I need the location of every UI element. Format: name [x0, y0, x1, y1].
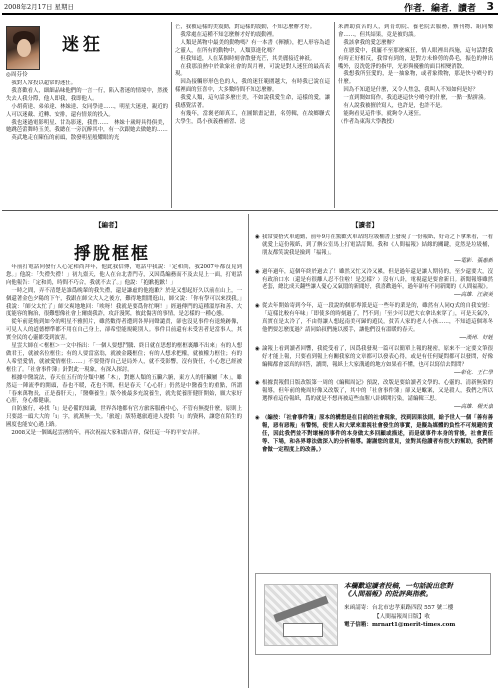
paragraph: 2008又是一個風起雲湧的年，再次祝福大家和諧吉祥，保任這一年的平安吉祥。 [11, 430, 204, 437]
letter-text: 我常要搭火車通勤，前年9月在驚歡火車站的垃圾桶書上發現了一份報紙，好奇之下拿來看，一看就愛上這份報紙，到了辦公室馬上打電話訂閱。我和《人間福報》結緣的關鍵，竟然是垃圾桶，朋友都笑說我是撿到「福報」。 [262, 234, 493, 256]
paper-icon [283, 623, 323, 637]
author-face [17, 39, 31, 57]
contact-address: 來函請寄：台北市忠孝東路四段 557 號二樓 [344, 605, 454, 612]
reader-letter [255, 269, 493, 301]
paragraph: 人類是萬物中最美的動物嗎？有一本書《揮擴》，把人形容為道之靈人，在所有的動物中，人類算進化嗎？ [175, 39, 330, 54]
paragraph: 我喜歡看人，細細品味他們的一言一行，陷入著迷的情境中，然後失去人我分際，他人即我，我即他人。 [6, 87, 168, 102]
paragraph: 因為接觸形形色色的人，我的迷狂範圍越大，有時我已說在這樣裡面的狂喜中，大多數時間不知怎麼辦。 [175, 79, 330, 94]
contact-line2: 《人間福報》的批評與指教。 [344, 590, 433, 599]
reader-letter [255, 303, 493, 343]
divider [171, 22, 172, 208]
paragraph: 從年前延燒到如今的明星不雅照片，雖然數得者遭到各界同聲譴責，卻也沒見事件有退燒跡像，可見人人的道德標準都不用在自己身上，卻希望能規範別人。事件目前還有未受害者是當事人，其實全民的心靈都受到波害。 [6, 319, 242, 342]
author-photo [6, 26, 40, 70]
editor-tag: 【編者】 [95, 221, 121, 229]
paragraph: 有人說我被擅於寫人，也許是，也許不是。 [343, 103, 446, 110]
paragraph: 在我那浪熱中於欲象社會的異月裡，可說是對人迷狂的最高表現。 [175, 63, 330, 78]
bullet-icon: ◉ [255, 234, 260, 240]
bullet-icon: ◉ [255, 345, 260, 352]
letter-signature: ──漢州．好蛙 [459, 334, 493, 341]
paragraph: 能夠看見這件事，就夠令人迷狂。 [343, 110, 425, 117]
article2-title: 掙脫框框 [74, 244, 150, 264]
paragraph: （作者為東海大學教授） [338, 118, 398, 125]
letter-text: 從去年開始寄到今年，這一段說的個那專派是這一些年的業是的，雖然有人同Q式的自我安慰：「這樣比較有年味」「即使多的時刻過了，鬥不到」「至少可以把大衣拿出來穿了」，可是天氣冷，真實在是太冷了，不由得讓人想起南美可歸的遊民，貧苦人家的老人小孩……，不知道這個寒冬他們要怎麼度過？請同給叔們施以援手，讓他們沒有溫暖的春天。 [262, 303, 493, 333]
paragraph: 我也迷過電影明星、甘為影迷，我曾…… 林妹十歲時具得俱美，她跳芭蕾舞時玉美，我總在一旁沉醉其中，有一次跟她去做她的…… [6, 119, 168, 134]
reader-letter [255, 346, 493, 378]
bullet-icon: ◉ [255, 415, 260, 422]
letter-text: 論報上看到讀者回響，我從受看了，因爲我發現一篇可以簡單上報的秘密，原來不一定要文筆很好才能上報，只要看到報上有關我家的文章都可以發表心得，或是有任何疑問都可以發問，好像編輯都會認真的回答，讀問，報紙上大家溝通的地方如果看不懂，也可以寫信去問問？ [262, 345, 493, 368]
header-rule [2, 13, 498, 15]
contact-box [255, 573, 491, 655]
contact-dept: 【人間福報周日版】收 [374, 613, 430, 620]
letter-text: 根據貴報假日版改版第一周的《編輯周記》預說，改版是要給讀者文學的、心靈的、清新無染的報導，但年前的俺周好像又改版了，其中的「社會事件簿」卻又是蠍案，又是殺人，我們之所以選擇看這份報紙，爲的就是不想再被這些血腥八卦綁開污染，請編輯三思。 [262, 380, 493, 403]
reader-letter [255, 380, 493, 412]
paragraph: 英武地走在陳伍的前頭，散發明星般耀眼的光 [11, 135, 120, 142]
paragraph: 有幾年，當褒老師真工，在圖館畫記畫，名剪輯，在故鄉聯式大學生，爲小孩義務補習、送 [175, 110, 330, 125]
divider [248, 214, 249, 688]
letter-signature: ──高雄．汪淑美 [454, 292, 493, 299]
readers-tag: 【讀者】 [352, 221, 378, 229]
article1-author: ◎周芬伶 [6, 72, 28, 78]
bullet-icon: ◉ [255, 303, 260, 310]
pen-icon [273, 596, 328, 623]
letter-signature: ──電影．張惠新 [454, 257, 493, 264]
article1-title: 迷狂 [62, 35, 104, 55]
readers-letters [255, 234, 493, 568]
page-number: 3 [486, 0, 494, 13]
reader-letter [255, 415, 493, 455]
issue-date: 2008年2月17日 星期日 [4, 3, 75, 11]
letter-signature: ──高雄．楊天嘉 [454, 404, 493, 411]
article1-col-mid [175, 24, 330, 206]
contact-email[interactable]: 電子信箱：mrnart1@merit-times.com [344, 621, 456, 628]
paragraph: 我對人常投以超常的迷狂。 [11, 80, 77, 86]
divider [334, 22, 335, 208]
paragraph: 我愛人類，這句話多麼庄美，不如說我愛生命，這樣的愛，讓我感覺活著。 [175, 95, 330, 110]
paragraph: 因為不知道是什麼，又令人焦急，我叫人不知如何是好？ [343, 87, 479, 94]
paragraph: 我該拿我的愛怎麼辦？ [343, 39, 398, 46]
article1-col-left [6, 80, 168, 206]
pen-illustration [264, 584, 338, 646]
paragraph: 米濟助貧苦的人，到育幼院、養老院去服務，辦刊物、組同樂會……，但其結果，竟是被約談。 [338, 24, 493, 38]
paragraph: 自防旅行，尋找「i」是必備的知識，世界各地都有官方旅客服務中心，不管有無提什麼，原則上只要認一頭大大的「i」字，就萬無一失。「旅遊」版特邀旅遊達人提供「i」的資料，讓您在陌生的國度也能安心遇上路。 [6, 406, 242, 429]
paragraph: 在戀愛中，我屢不至那麼瘋狂，情人眼裡出西施，這句話對我有時正好相反，我常有到的，是對方未修剪的鼻毛，振色的伸出嘴外，沒洗乾淨的指甲，光彩與優雅的面目相變消散。 [338, 47, 493, 70]
letter-text: 過年過年，這個年終於過去了！雖然又忙又冷又累，但是過年還是讓人期待的，至少還要大，沒有政治口水（還是有很離人忍不住啦！是怎樣？）沒有八卦，電視還是要會新日。新聞報導雖然老套，總比成天翻些讓人憂心又氣悶的新聞好，我喜歡過年，過年卻有不同新聞的《人間福報》。 [262, 268, 493, 291]
paragraph: 小胡荷達、弟弟達、林妹達、女同學達……，明星大迷達，親近的人可以迷戴、近轉、安排，還有情景的投入。 [6, 103, 168, 118]
section-divider [2, 210, 498, 211]
article1-col-right [338, 24, 493, 206]
paragraph: 一直到閱如寫作，我追逐這快兮噴兮的什麼，一點一點拼湊。 [343, 95, 489, 102]
reader-letter [255, 234, 493, 266]
paragraph: 芒，我被這樣的美震動，對這樣的震動，不知怎麼辦才好。 [175, 24, 316, 30]
paragraph: 一時之間，弄不清楚是誰爲晚輩的我失禮，還是謙虛的他抱歉？於是又想起好久以前在山上，一個還著金色夕陽的下午，我跟在師父大人之後方，難得地閒閒逛山，師父說：「你有學可以來找我。」我說：「師父太忙了」師父爽地地回：「唉呀！我就是要爲你忙啊！」經過傳門的這種溫厚和善、大度能容的胸治，很難想像社會上爾虞我詐，攻訐漫罵，彼此傷害的事情，是怎樣的一種心態。 [6, 287, 242, 318]
bullet-icon: ◉ [255, 380, 260, 387]
bullet-icon: ◉ [255, 268, 260, 275]
section-title: 作者．編者．讀者 [403, 4, 476, 14]
paragraph: 我常處在這種不知怎麼辦才好的震動裡。 [180, 31, 278, 38]
paragraph: 星雲大師在＜框框＞一文中指出：「一個人要想鬥騰、終日就在思想的框框裏離不出來」有的人想做君王，就被名位框住；有的人要當富翁，就被金錢框住；有的人想求把權，就被權力框住；有的人希望愛情，就被愛情框住……」不要覺得自己是局外人，就不受影響，沒有資任，小心您已經被框住了。「社會事件簿」針對此一現象，有深入探討。 [6, 343, 242, 373]
contact-line1: 本欄歡迎讀者投稿，一句話說出您對 [344, 582, 453, 590]
paragraph: 根據中醫說法，春天在五行的分類中屬「木」，對應人類的五臟六腑，東方人的肝臟屬「木」，雖然這一陣流季的開頭，春也不暖，花也不開，但是春天「心心肝」仍然是中醫養生的重點，所謂「春來萬物長，正是養肝天」，「醫藥養生」版今後最多充說養生，就先從養肝健肝開始，願大家好心肝，身心都健康。 [6, 374, 242, 405]
article2-body [6, 264, 242, 688]
letter-text: （編按：「社會事件簿」原本的構想是在目前的社會現象，找到因果法則，給予世人一個「善有善報，惡有惡報」有警惕，使世人和大眾來重視社會發生的事實，是擬為媒體的負性不可規避的責任，因此我們並不對壞極的事件的本身做太多回顧或描述，而是就事件本身的背後，社會責任等、下場，和各界尊法做深入的分析報導。謝謝您的意見，並對其他讀者有很大的幫助，我們將會做一定程度上的改善。） [262, 415, 493, 453]
letter-signature: ──彰化．王仁學 [454, 369, 493, 376]
paragraph: 我想我所狂愛的，是一抽象物，或者象徵物，那是快兮噴兮的什麼。 [338, 71, 493, 86]
page-header [0, 0, 500, 14]
paragraph: 年前打電話向發行人心定和尚拜年，他此我信傳，電話中我說：「定和尚，我2007年都沒見到您。」他說：「失禮失禮！」初九齋天，他人在台北書門寺，又因爲編務而不及去見上一面，打電話向他報告：「定和尚，時間不巧合，我就不去了。」他說：「抱歉抱歉！」 [6, 264, 242, 286]
contact-text [344, 582, 486, 629]
paragraph: 但我知道，人在某個時刻會散發光芒，其美麗接近神祇。 [180, 55, 316, 62]
